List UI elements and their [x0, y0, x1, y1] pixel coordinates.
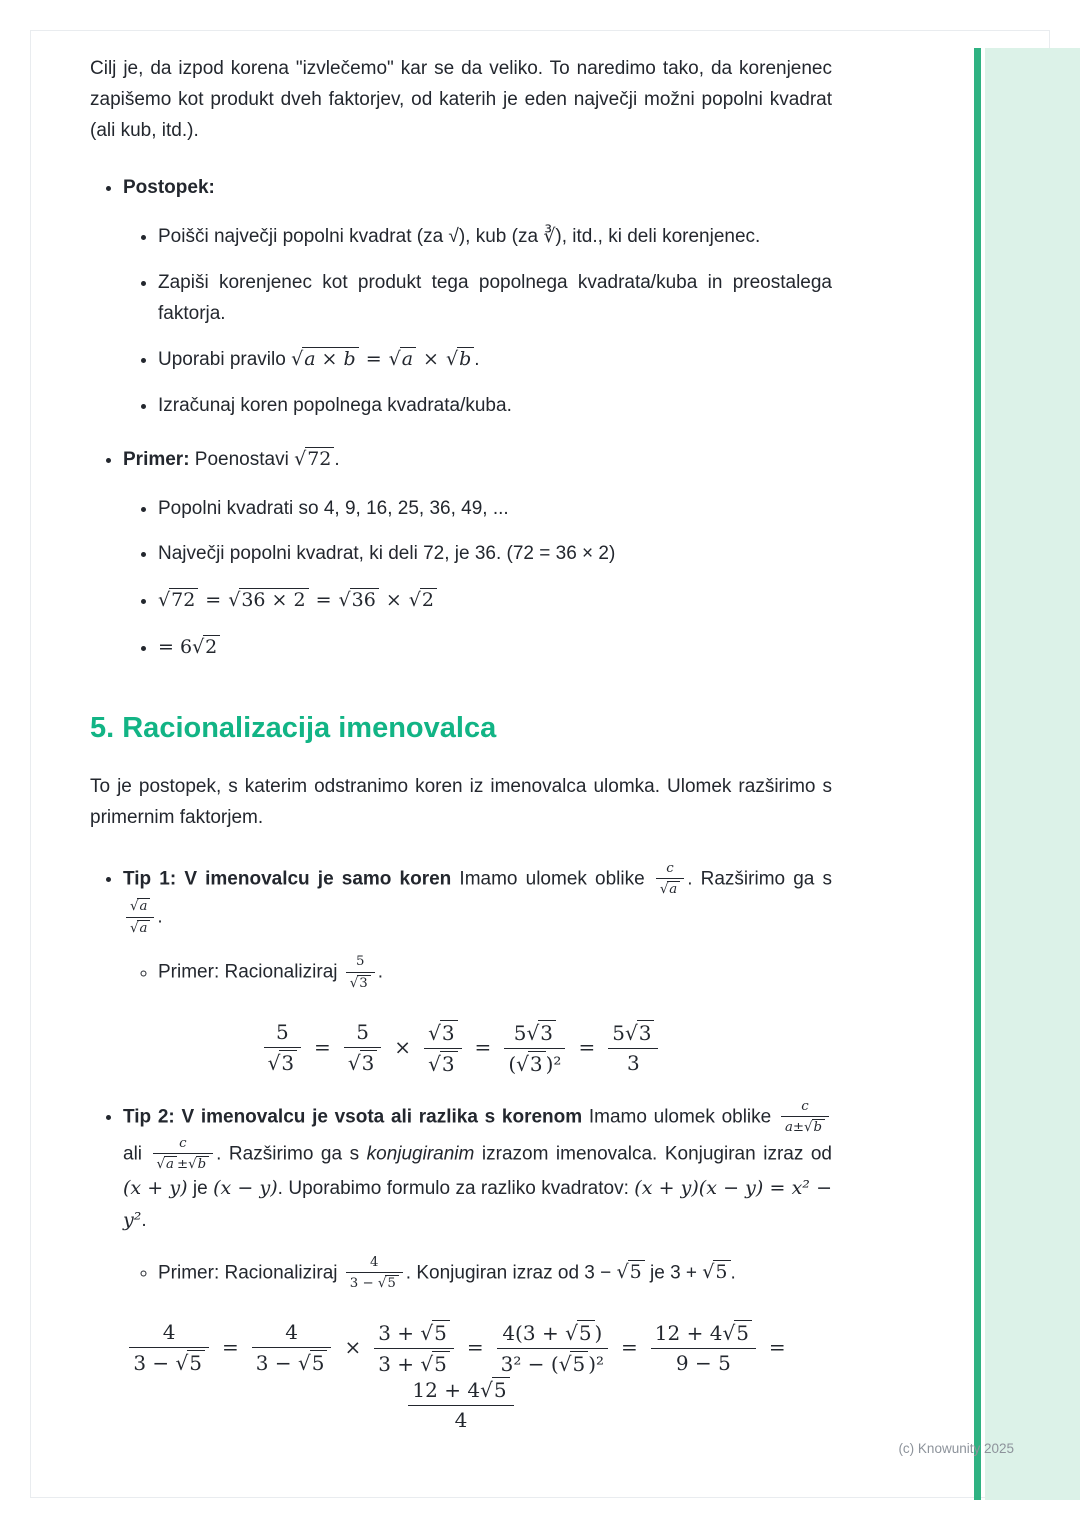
sqrt-icon: √	[377, 1275, 387, 1291]
sqrt-icon: √	[420, 1351, 434, 1376]
fraction-numerator: 4	[346, 1255, 403, 1273]
radicand: a	[667, 881, 680, 898]
sqrt-icon: √	[192, 635, 205, 658]
step-3-text: Uporabi pravilo	[158, 349, 292, 371]
sqrt-icon: √	[130, 920, 139, 936]
equals-sign: =	[466, 1334, 484, 1359]
equals-sign: =	[222, 1334, 239, 1359]
postopek-step-1: • Poišči največji popolni kvadrat (za √), kub (za ∛), itd., ki deli korenjenec.	[158, 222, 832, 253]
radicand: 36 × 2	[239, 588, 308, 611]
fraction-numerator: 12 + 4√5	[408, 1377, 513, 1406]
period: .	[141, 1209, 147, 1231]
fraction-numerator	[126, 898, 154, 918]
radicand: b	[457, 347, 474, 370]
sqrt-icon: √	[659, 881, 669, 897]
tip2-primer-mid-2: je 3 +	[644, 1262, 703, 1284]
tip2-text-2: ali	[123, 1143, 150, 1165]
equals-sign: =	[365, 348, 382, 371]
radicand: 5	[570, 1351, 588, 1375]
sqrt-icon: √	[624, 1021, 638, 1046]
sqrt-icon: √	[156, 1157, 166, 1173]
sqrt-icon: √	[349, 975, 359, 991]
equals-sign: =	[315, 589, 332, 612]
tip2-title: Tip 2: V imenovalcu je vsota ali razlika s korenom	[123, 1106, 583, 1128]
tip1-text-2: . Razširimo ga s	[687, 868, 833, 890]
radicand: 5	[310, 1350, 328, 1374]
radicand: 36	[350, 588, 379, 611]
sqrt-icon: √	[228, 589, 241, 612]
primer1-item-2: • Največji popolni kvadrat, ki deli 72, je 36. (72 = 36 × 2)	[158, 539, 832, 570]
fraction-denominator	[346, 973, 375, 992]
primer1-calculation	[158, 585, 832, 617]
inline-fraction	[656, 861, 684, 898]
radicand: 3	[637, 1020, 655, 1044]
primer1-item-1: • Popolni kvadrati so 4, 9, 16, 25, 36, 49, ...	[158, 494, 832, 525]
sqrt-icon: √	[297, 1351, 311, 1376]
primer1-text: Poenostavi	[189, 448, 295, 470]
radicand: 3	[357, 975, 370, 992]
fraction-denominator	[344, 1048, 381, 1076]
fraction-denominator: (√3 )²	[508, 1051, 562, 1076]
sqrt-icon: √	[130, 898, 139, 914]
fraction-numerator: c	[781, 1099, 829, 1117]
tip2-text-1: Imamo ulomek oblike	[582, 1106, 778, 1128]
fraction-denominator: 3 − √5	[346, 1273, 403, 1292]
tip1-primer-text: Primer: Racionaliziraj	[158, 962, 343, 984]
accent-stripe-dark	[974, 48, 981, 1500]
fraction-denominator	[264, 1048, 301, 1076]
radicand: a	[137, 898, 150, 915]
radicand: 72	[305, 447, 334, 470]
fraction	[497, 1320, 608, 1377]
fraction-denominator: 3² − (√5 )²	[500, 1351, 605, 1376]
fraction	[408, 1377, 513, 1433]
inline-fraction	[346, 1255, 403, 1292]
section-heading: 5. Racionalizacija imenovalca	[90, 711, 497, 744]
fraction	[129, 1320, 209, 1376]
fraction-numerator: c	[656, 861, 684, 879]
fraction-numerator: c	[153, 1136, 214, 1154]
primer1-steps	[123, 494, 832, 664]
period: .	[377, 962, 384, 984]
sqrt-icon: √	[175, 1351, 189, 1376]
fraction-denominator: 3	[626, 1051, 640, 1076]
tip2-item	[123, 1099, 832, 1433]
fraction-numerator: 12 + 4√5	[651, 1320, 756, 1349]
x-minus-y: (x − y)	[213, 1176, 278, 1199]
tip1-text-1: Imamo ulomek oblike	[451, 868, 653, 890]
sqrt-icon: √	[565, 1320, 578, 1345]
radicand: 5	[432, 1320, 450, 1344]
sqrt-expression	[389, 348, 416, 370]
sqrt-icon: √	[616, 1261, 629, 1284]
postopek-step-4: • Izračunaj koren popolnega kvadrata/kuba.	[158, 391, 832, 422]
fraction	[252, 1320, 332, 1376]
sqrt-icon: √	[558, 1351, 572, 1376]
fraction	[424, 1020, 461, 1077]
times-sign: ×	[385, 589, 402, 612]
radicand: 2	[203, 635, 220, 658]
fraction-numerator: 5√3	[608, 1020, 658, 1049]
radicand: a × b	[302, 347, 359, 370]
radicand: 5	[577, 1320, 595, 1344]
tip2-text-5: je	[187, 1177, 214, 1199]
radicand: 3	[538, 1020, 556, 1044]
postopek-label: Postopek:	[123, 177, 215, 199]
equals-sign: =	[621, 1334, 638, 1359]
inline-fraction	[346, 954, 375, 991]
sqrt-icon: √	[445, 348, 459, 371]
fraction-denominator: 3 − √5	[129, 1348, 209, 1376]
sqrt-icon: √	[388, 348, 401, 371]
radicand: 3	[528, 1051, 546, 1075]
sqrt-72	[294, 448, 334, 470]
sqrt-icon: √	[188, 1157, 197, 1173]
tip2-text-3: . Razširimo ga s	[216, 1143, 367, 1165]
times-sign: ×	[394, 1034, 412, 1059]
equals-sign: =	[314, 1034, 331, 1059]
sqrt-icon: √	[267, 1051, 281, 1076]
fraction-numerator: 4	[129, 1320, 209, 1348]
fraction-numerator: 5√3	[504, 1020, 565, 1049]
equals-sign: =	[768, 1334, 786, 1359]
fraction	[374, 1320, 454, 1377]
postopek-steps	[123, 222, 832, 422]
fraction	[504, 1020, 565, 1077]
radicand: b	[196, 1156, 210, 1173]
equals-sign: =	[474, 1034, 492, 1059]
sqrt-icon: √	[722, 1321, 736, 1346]
period: .	[157, 906, 163, 928]
radicand: a	[137, 920, 150, 937]
tip2-text-4: izrazom imenovalca. Konjugiran izraz od	[474, 1143, 832, 1165]
sqrt-icon: √	[804, 1119, 813, 1135]
accent-stripe-light	[985, 48, 1080, 1500]
radicand: 2	[420, 588, 437, 611]
fraction-denominator	[126, 918, 154, 937]
period: .	[334, 448, 340, 470]
radicand: 5	[628, 1260, 645, 1283]
equals-sign: =	[205, 589, 222, 612]
fraction-numerator: 4(3 + √5 )	[497, 1320, 608, 1349]
fraction-numerator: 5	[346, 954, 375, 972]
fraction-denominator: 4	[454, 1407, 468, 1432]
fraction-denominator	[656, 879, 684, 898]
sqrt-icon: √	[480, 1377, 493, 1402]
radicand: a	[164, 1156, 177, 1173]
sqrt-icon: √	[408, 589, 421, 612]
tip2-primer-mid: . Konjugiran izraz od 3 −	[405, 1262, 617, 1284]
radicand: a	[400, 347, 416, 370]
tip1-primer	[158, 954, 832, 991]
primer1-result	[158, 632, 832, 664]
display-equation-2	[90, 1320, 832, 1433]
list-item-postopek	[123, 173, 832, 422]
inline-fraction	[153, 1136, 214, 1173]
radicand: 5	[713, 1260, 730, 1283]
fraction	[608, 1020, 658, 1076]
page-content	[90, 54, 832, 1455]
radicand: 3	[360, 1050, 378, 1074]
fraction-numerator: 3 + √5	[374, 1320, 454, 1349]
tip2-text-6: . Uporabimo formulo za razliko kvadratov:	[277, 1177, 635, 1199]
list-item-primer1	[123, 444, 832, 664]
sqrt-icon: √	[294, 447, 307, 470]
radicand: 5	[432, 1351, 450, 1375]
sqrt-icon: √	[347, 1051, 361, 1076]
tip1-title: Tip 1: V imenovalcu je samo koren	[123, 868, 452, 890]
fraction-numerator: 4	[252, 1320, 332, 1348]
konjugiranim-word: konjugiranim	[366, 1143, 475, 1165]
radicand: 5	[734, 1320, 752, 1344]
tip2-primer-text: Primer: Racionaliziraj	[158, 1262, 343, 1284]
times-sign: ×	[344, 1334, 362, 1359]
postopek-step-3	[158, 344, 832, 376]
tip1-sublist	[123, 954, 832, 991]
fraction-denominator: 9 − 5	[675, 1351, 731, 1376]
equals-sign: =	[578, 1034, 596, 1059]
x-plus-y: (x + y)	[123, 1176, 188, 1199]
section-intro: To je postopek, s katerim odstranimo koren iz imenovalca ulomka. Ulomek razširimo s primernim faktorjem.	[90, 775, 832, 828]
radicand: 3	[440, 1051, 458, 1075]
fraction-denominator: a±√b	[781, 1117, 829, 1136]
postopek-step-2: • Zapiši korenjenec kot produkt tega popolnega kvadrata/kuba in preostalega faktorja.	[158, 268, 832, 330]
sqrt-icon: √	[291, 348, 304, 371]
sqrt-icon: √	[702, 1261, 715, 1284]
tip2-sublist	[123, 1255, 832, 1292]
sqrt-product-rule	[291, 348, 474, 370]
radicand: b	[812, 1119, 826, 1136]
sqrt-icon: √	[516, 1051, 529, 1076]
radicand: 72	[169, 588, 198, 611]
sqrt-icon: √	[158, 589, 171, 612]
fraction-numerator	[424, 1020, 461, 1049]
sqrt-icon: √	[420, 1320, 434, 1345]
difference-of-squares-formula: (x + y)(x − y) = x² − y²	[123, 1176, 832, 1231]
intro-paragraph: Cilj je, da izpod korena "izvlečemo" kar se da veliko. To naredimo tako, da korenjenec zapišemo kot produkt dveh faktorjev, od katerih je eden največji možni popolni kvadrat (ali kub, itd.).	[90, 58, 832, 141]
period: .	[730, 1262, 736, 1284]
radicand: 3	[279, 1050, 297, 1074]
inline-fraction	[126, 898, 154, 937]
radicand: 5	[187, 1350, 205, 1374]
fraction-denominator	[424, 1049, 461, 1077]
inline-fraction	[781, 1099, 829, 1136]
sqrt-expression	[446, 348, 474, 370]
plus-minus-sign: ±	[176, 1157, 189, 1173]
display-equation-1	[90, 1020, 832, 1077]
times-sign: ×	[423, 348, 439, 371]
tip2-primer	[158, 1255, 832, 1292]
period: .	[474, 349, 480, 371]
tip1-item	[123, 861, 832, 1077]
fraction	[264, 1020, 301, 1076]
radicand: 5	[385, 1275, 398, 1292]
fraction-denominator: 3 + √5	[374, 1349, 454, 1377]
fraction-denominator	[153, 1154, 214, 1173]
result-text: = 6	[158, 635, 193, 658]
sqrt-icon: √	[428, 1051, 441, 1076]
tips-list	[90, 861, 832, 1433]
watermark: (c) Knowunity 2025	[898, 1441, 1014, 1456]
radicand: 5	[492, 1377, 510, 1401]
fraction-numerator: 5	[344, 1020, 381, 1048]
main-list	[90, 173, 832, 663]
fraction	[651, 1320, 756, 1376]
primer1-label: Primer:	[123, 448, 190, 470]
sqrt-icon: √	[428, 1020, 441, 1045]
sqrt-expression	[291, 348, 359, 370]
radicand: 3	[440, 1020, 458, 1044]
fraction-numerator: 5	[264, 1020, 301, 1048]
sqrt-icon: √	[526, 1020, 540, 1045]
sqrt-icon: √	[338, 589, 351, 612]
fraction	[344, 1020, 381, 1076]
fraction-denominator: 3 − √5	[252, 1348, 332, 1376]
